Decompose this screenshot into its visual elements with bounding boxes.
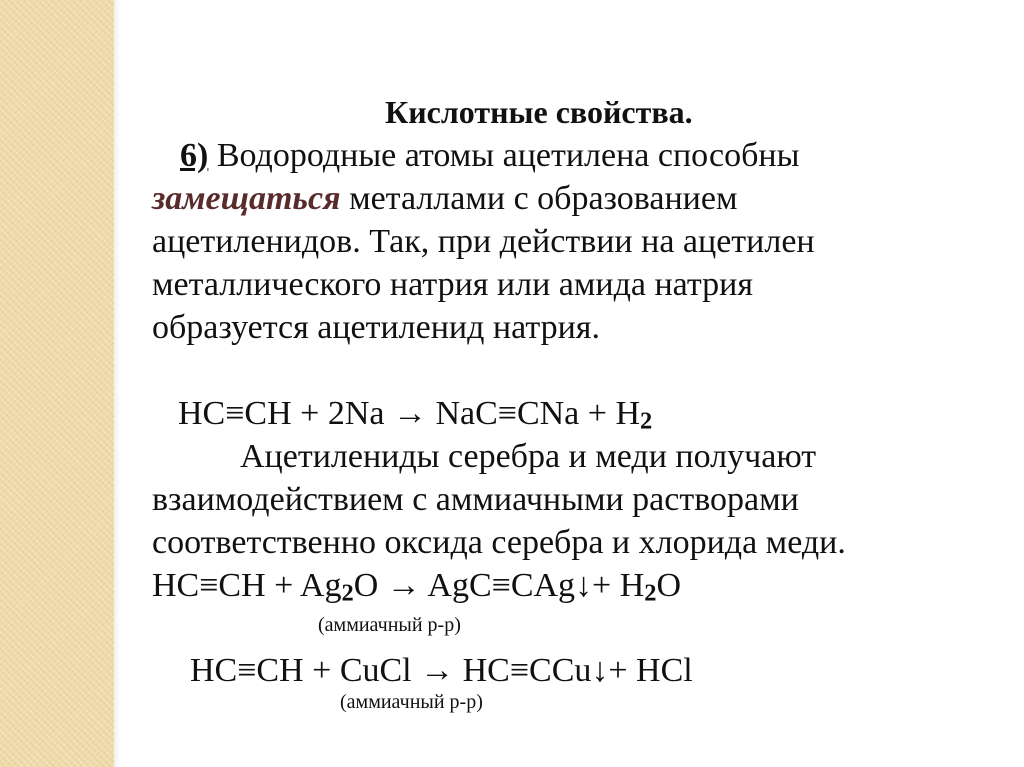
item-number: 6)	[180, 137, 209, 174]
equation-2-subscript-2: 2	[644, 579, 657, 607]
paragraph-2-line-3: соответственно оксида серебра и хлорида меди.	[152, 524, 846, 561]
equation-2-part-1: HC≡CH + Ag	[152, 567, 342, 604]
equation-1-text: HC≡CH + 2Na → NaC≡CNa + H	[178, 395, 641, 432]
slide-title: Кислотные свойства.	[385, 94, 693, 130]
equation-3: HC≡CH + CuCl → HC≡CCu↓+ HCl	[190, 652, 693, 689]
paragraph-2-line-2: взаимодействием с аммиачными растворами	[152, 481, 799, 518]
equation-2-part-2: O → AgC≡CAg↓+ H	[353, 567, 645, 604]
paragraph-1-line-1	[180, 136, 799, 176]
band-shadow	[114, 0, 120, 767]
paragraph-1-line-5: образуется ацетиленид натрия.	[152, 309, 600, 346]
equation-2-subscript-1: 2	[341, 579, 354, 607]
equation-2	[152, 566, 681, 606]
paragraph-1-line-3: ацетиленидов. Так, при действии на ацетилен	[152, 223, 815, 260]
paragraph-1-line-1-text: Водородные атомы ацетилена способны	[208, 137, 800, 174]
paragraph-1-line-2	[152, 179, 737, 219]
paragraph-2-line-1: Ацетилениды серебра и меди получают	[240, 438, 817, 475]
equation-1-subscript: 2	[640, 407, 653, 435]
paragraph-1-line-2-text: металлами с образованием	[340, 180, 738, 217]
equation-2-part-3: O	[656, 567, 682, 604]
paragraph-1-line-4: металлического натрия или амида натрия	[152, 266, 753, 303]
equation-3-note: (аммиачный р-р)	[340, 691, 483, 713]
emphasized-word: замещаться	[152, 180, 341, 217]
equation-1	[178, 394, 652, 434]
decorative-left-band	[0, 0, 114, 767]
equation-2-note: (аммиачный р-р)	[318, 614, 461, 636]
